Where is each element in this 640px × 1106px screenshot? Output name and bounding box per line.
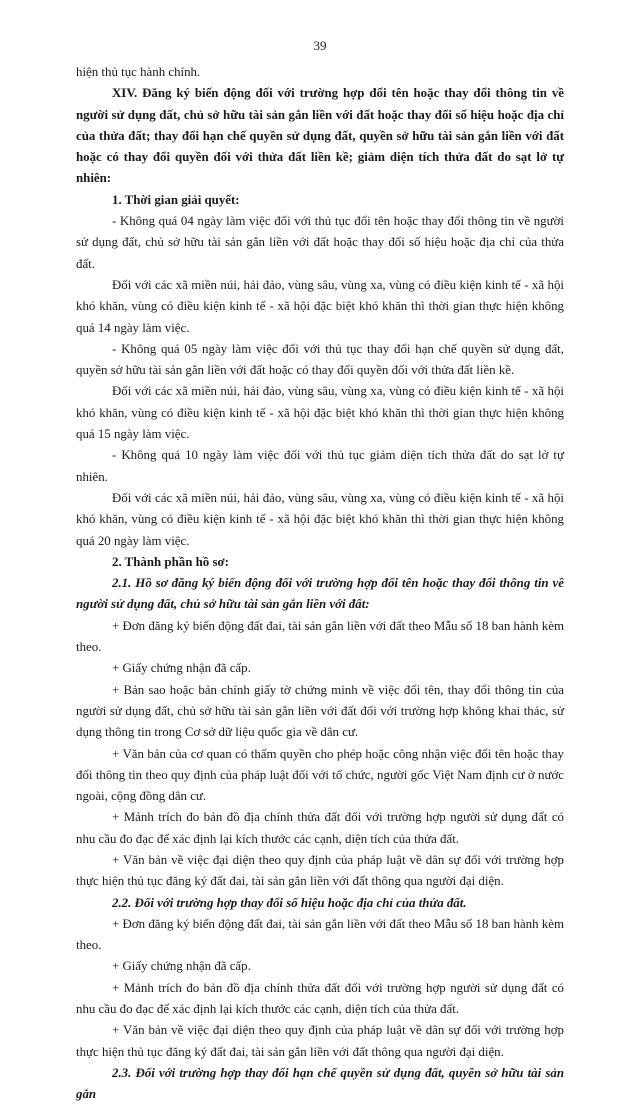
paragraph: + Văn bản về việc đại diện theo quy định của pháp luật về dân sự đối với trường hợp thực hiện thủ tục đăng ký đất đai, tài sản gắn liền với đất thông qua người đại diện. xyxy=(76,852,564,889)
paragraph: + Giấy chứng nhận đã cấp. xyxy=(112,661,251,676)
paragraph: + Mảnh trích đo bản đồ địa chính thửa đất đối với trường hợp người sử dụng đất có nhu cầu đo đạc để xác định lại kích thước các cạnh, diện tích của thửa đất. xyxy=(76,980,564,1017)
paragraph: hiện thủ tục hành chính. xyxy=(76,65,201,79)
paragraph: + Văn bản về việc đại diện theo quy định của pháp luật về dân sự đối với trường hợp thực hiện thủ tục đăng ký đất đai, tài sản gắn liền với đất thông qua người đại diện. xyxy=(76,1023,564,1059)
paragraph: - Không quá 04 ngày làm việc đối với thủ tục đổi tên hoặc thay đổi thông tin về người sử dụng đất, chủ sở hữu tài sản gắn liền với đất hoặc thay đổi số hiệu hoặc địa chỉ của thửa đất. xyxy=(76,214,564,271)
section-heading: 2.1. Hồ sơ đăng ký biến động đối với trường hợp đổi tên hoặc thay đổi thông tin về người sử dụng đất, chủ sở hữu tài sản gắn liền với đất: xyxy=(76,576,564,612)
paragraph: + Giấy chứng nhận đã cấp. xyxy=(112,959,251,974)
section-heading: 2. Thành phần hồ sơ: xyxy=(112,554,229,569)
paragraph: + Văn bản của cơ quan có thẩm quyền cho phép hoặc công nhận việc đổi tên hoặc thay đổi thông tin theo quy định của pháp luật đối với tổ chức, người gốc Việt Nam định cư ở nước ngoài, cộng đồng dân cư. xyxy=(76,746,564,804)
paragraph: Đối với các xã miền núi, hải đảo, vùng sâu, vùng xa, vùng có điều kiện kinh tế - xã hội khó khăn, vùng có điều kiện kinh tế - xã hội đặc biệt khó khăn thì thời gian thực hiện không quá 20 ngày làm việc. xyxy=(76,490,564,548)
paragraph: + Đơn đăng ký biến động đất đai, tài sản gắn liền với đất theo Mẫu số 18 ban hành kèm theo. xyxy=(76,618,564,655)
paragraph: + Đơn đăng ký biến động đất đai, tài sản gắn liền với đất theo Mẫu số 18 ban hành kèm theo. xyxy=(76,916,564,953)
paragraph: Đối với các xã miền núi, hải đảo, vùng sâu, vùng xa, vùng có điều kiện kinh tế - xã hội khó khăn, vùng có điều kiện kinh tế - xã hội đặc biệt khó khăn thì thời gian thực hiện không quá 14 ngày làm việc. xyxy=(76,277,564,335)
section-heading: 2.2. Đối với trường hợp thay đổi số hiệu hoặc địa chỉ của thửa đất. xyxy=(112,895,467,910)
section-heading: 2.3. Đối với trường hợp thay đổi hạn chế quyền sử dụng đất, quyền sở hữu tài sản gắn xyxy=(76,1065,564,1102)
paragraph: - Không quá 05 ngày làm việc đối với thủ tục thay đổi hạn chế quyền sử dụng đất, quyền sở hữu tài sản gắn liền với đất hoặc có thay đổi quyền đối với thửa đất liền kề. xyxy=(76,341,564,378)
paragraph: + Bản sao hoặc bản chính giấy tờ chứng minh về việc đổi tên, thay đổi thông tin của người sử dụng đất, chủ sở hữu tài sản gắn liền với đất đối với trường hợp không khai thác, sử dụng thông tin trong Cơ sở dữ liệu quốc gia về dân cư. xyxy=(76,682,564,740)
section-heading: XIV. Đăng ký biến động đối với trường hợp đổi tên hoặc thay đổi thông tin về người sử dụng đất, chủ sở hữu tài sản gắn liền với đất hoặc thay đổi số hiệu hoặc địa chỉ của thửa đất; thay đổi hạn chế quyền sử dụng đất, quyền sở hữu tài sản gắn liền với đất hoặc có thay đổi quyền đối với thửa đất liền kề; giảm diện tích thửa đất do sạt lở tự nhiên: xyxy=(76,86,564,186)
paragraph: + Mảnh trích đo bản đồ địa chính thửa đất đối với trường hợp người sử dụng đất có nhu cầu đo đạc để xác định lại kích thước các cạnh, diện tích của thửa đất. xyxy=(76,810,564,846)
page-number: 39 xyxy=(313,38,327,53)
paragraph: - Không quá 10 ngày làm việc đối với thủ tục giảm diện tích thửa đất do sạt lở tự nhiên. xyxy=(76,448,564,484)
paragraph: Đối với các xã miền núi, hải đảo, vùng sâu, vùng xa, vùng có điều kiện kinh tế - xã hội khó khăn, vùng có điều kiện kinh tế - xã hội đặc biệt khó khăn thì thời gian thực hiện không quá 15 ngày làm việc. xyxy=(76,384,564,442)
section-heading: 1. Thời gian giải quyết: xyxy=(112,192,240,207)
document-body xyxy=(76,62,564,1106)
